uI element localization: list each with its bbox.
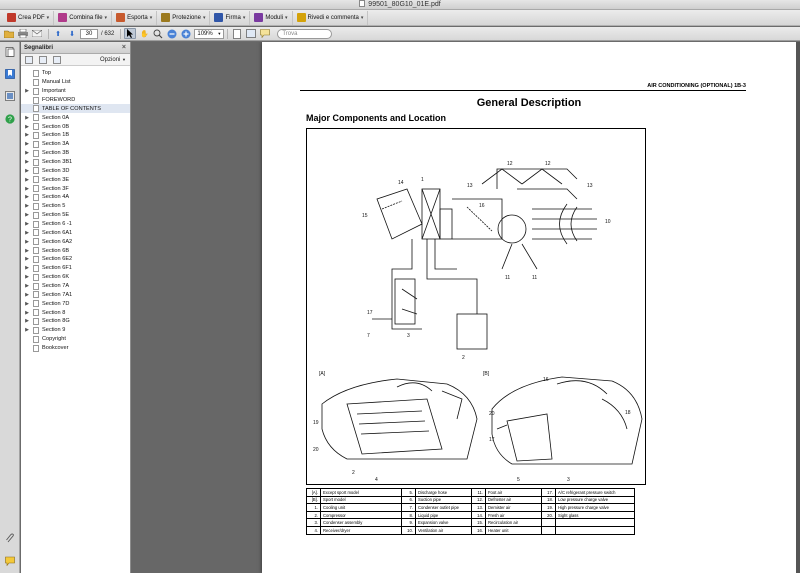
expand-bookmark-icon[interactable] (53, 56, 61, 64)
bookmarks-list (21, 66, 130, 353)
expand-triangle-icon[interactable]: ▶ (25, 167, 29, 174)
bookmark-page-icon (33, 88, 39, 95)
bookmark-page-icon (33, 345, 39, 352)
chevron-down-icon: ▾ (360, 14, 364, 21)
expand-triangle-icon[interactable]: ▶ (25, 150, 29, 157)
pdf-document-icon (359, 0, 365, 7)
diagram-callout: 13 (467, 183, 473, 189)
bookmark-item[interactable] (21, 96, 130, 105)
expand-triangle-icon[interactable]: ▶ (25, 318, 29, 325)
bookmark-label: Section 9 (42, 327, 66, 334)
comments-panel-icon[interactable] (5, 556, 15, 566)
diagram-callout: 19 (313, 420, 319, 426)
chevron-down-icon: ▼ (217, 30, 222, 36)
bookmark-page-icon (33, 141, 39, 148)
bookmark-item[interactable] (21, 184, 130, 193)
legend-number: 4. (307, 526, 321, 534)
bookmark-page-icon (33, 176, 39, 183)
bookmark-item[interactable] (21, 140, 130, 149)
page-number-input[interactable]: 30 (80, 29, 98, 39)
expand-triangle-icon[interactable]: ▶ (25, 212, 29, 219)
expand-triangle-icon[interactable]: ▶ (25, 238, 29, 245)
legend-row (307, 511, 635, 519)
legend-number: 6. (402, 496, 416, 504)
legend-row (307, 489, 635, 497)
diagram-callout: 1 (421, 177, 424, 183)
legend-description: Condenser assembly (321, 519, 402, 527)
find-search-placeholder: Trova (282, 30, 298, 37)
chevron-down-icon: ▼ (122, 56, 126, 62)
bookmark-page-icon (33, 167, 39, 174)
bookmarks-panel-header (21, 42, 130, 54)
toolbar-button-label: Moduli (265, 14, 284, 21)
chevron-down-icon: ▾ (46, 14, 50, 21)
bookmark-label: Section 8 (42, 309, 66, 316)
bookmark-item[interactable] (21, 228, 130, 237)
expand-triangle-icon[interactable]: ▶ (25, 274, 29, 281)
expand-triangle-icon[interactable]: ▶ (25, 256, 29, 263)
bookmark-page-icon (33, 238, 39, 245)
chevron-down-icon: ▾ (149, 14, 153, 21)
expand-triangle-icon[interactable]: ▶ (25, 327, 29, 334)
legend-number (542, 526, 556, 534)
pages-panel-icon[interactable] (5, 47, 15, 57)
window-title-bar (0, 0, 800, 10)
bookmark-item[interactable] (21, 317, 130, 326)
bookmark-item[interactable] (21, 78, 130, 87)
diagram-callout: 15 (362, 213, 368, 219)
new-bookmark-icon[interactable] (25, 56, 33, 64)
legend-description: Receiver/dryer (321, 526, 402, 534)
legend-number: 17. (542, 489, 556, 497)
legend-description: Sport model (321, 496, 402, 504)
expand-triangle-icon[interactable]: ▶ (25, 88, 29, 95)
diagram-callout: 3 (407, 333, 410, 339)
main-toolbar (0, 10, 800, 26)
expand-triangle-icon[interactable]: ▶ (25, 203, 29, 210)
legend-description: Sight glass (556, 511, 635, 519)
bookmark-label: Section 5 (42, 203, 66, 210)
bookmark-page-icon (33, 265, 39, 272)
legend-number: 12. (472, 496, 486, 504)
legend-number: 9. (402, 519, 416, 527)
diagram-callout: 2 (462, 355, 465, 361)
diagram-callout: 20 (489, 411, 495, 417)
chevron-down-icon: ▾ (202, 14, 206, 21)
bookmarks-options-label: Opzioni (100, 56, 121, 63)
expand-triangle-icon[interactable]: ▶ (25, 265, 29, 272)
pdf-page (262, 42, 796, 573)
components-diagram (306, 128, 646, 485)
bookmark-item[interactable] (21, 282, 130, 291)
diagram-callout: 14 (398, 180, 404, 186)
diagram-callout: 11 (505, 275, 511, 281)
diagram-callout: 2 (352, 470, 355, 476)
open-folder-icon[interactable] (3, 28, 15, 39)
legend-number: [A]. (307, 489, 321, 497)
zoom-in-icon[interactable] (180, 28, 192, 39)
expand-triangle-icon[interactable]: ▶ (25, 114, 29, 121)
toolbar-divider (48, 29, 49, 39)
bookmarks-panel-title: Segnalibri (24, 45, 54, 51)
bookmark-item[interactable] (21, 166, 130, 175)
bookmark-label: Section 7A (42, 283, 70, 290)
next-page-icon[interactable]: ⬇ (69, 30, 75, 38)
expand-triangle-icon[interactable]: ▶ (25, 194, 29, 201)
find-search-input[interactable] (277, 29, 332, 39)
legend-number: 15. (472, 519, 486, 527)
legend-description: Discharge hose (416, 489, 472, 497)
bookmark-page-icon (33, 247, 39, 254)
delete-bookmark-icon[interactable] (39, 56, 47, 64)
zoom-level-value: 109% (197, 30, 213, 37)
air-conditioning-diagram-drawing (307, 129, 646, 485)
zoom-level-select[interactable] (194, 29, 224, 39)
toolbar-divider (120, 29, 121, 39)
toolbar-button-label: Protezione (172, 14, 201, 21)
bookmark-item[interactable] (21, 308, 130, 317)
bookmark-item[interactable] (21, 290, 130, 299)
bookmark-page-icon (33, 212, 39, 219)
bookmark-label: Section 3D (42, 167, 70, 174)
bookmark-page-icon (33, 309, 39, 316)
bookmark-page-icon (33, 105, 39, 112)
bookmark-page-icon (33, 203, 39, 210)
legend-description (556, 519, 635, 527)
bookmark-item[interactable] (21, 158, 130, 167)
create-pdf-icon (7, 13, 16, 22)
legend-description: Expansion valve (416, 519, 472, 527)
total-pages-label: / 632 (101, 30, 115, 37)
bookmark-page-icon (33, 132, 39, 139)
bookmark-item[interactable] (21, 202, 130, 211)
diagram-callout: 17 (489, 437, 495, 443)
diagram-callout: 4 (375, 477, 378, 483)
legend-number: 1. (307, 504, 321, 512)
expand-triangle-icon[interactable]: ▶ (25, 141, 29, 148)
bookmark-label: Section 7D (42, 300, 70, 307)
bookmark-page-icon (33, 185, 39, 192)
expand-triangle-icon[interactable]: ▶ (25, 229, 29, 236)
legend-number: 13. (472, 504, 486, 512)
legend-number (542, 519, 556, 527)
bookmark-page-icon (33, 291, 39, 298)
legend-number: 20. (542, 511, 556, 519)
legend-description: Defroster air (486, 496, 542, 504)
bookmark-label: Copyright (42, 336, 66, 343)
bookmark-page-icon (33, 221, 39, 228)
bookmark-label: Section 3A (42, 141, 70, 148)
previous-page-icon[interactable]: ⬆ (55, 30, 61, 38)
toolbar-button-label: Crea PDF (18, 14, 45, 21)
bookmark-label: Section 6 -1 (42, 221, 72, 228)
toolbar-button-lock[interactable] (157, 11, 210, 25)
diagram-callout: 3 (567, 477, 570, 483)
bookmarks-options-menu[interactable] (100, 57, 126, 63)
bookmark-item[interactable] (21, 211, 130, 220)
legend-description: Except sport model (321, 489, 402, 497)
fit-page-icon[interactable] (231, 28, 243, 39)
bookmark-item[interactable] (21, 131, 130, 140)
combine-files-icon (58, 13, 67, 22)
toolbar-button-label: Rivedi e commenta (307, 14, 359, 21)
bookmark-item[interactable] (21, 344, 130, 353)
bookmark-item[interactable] (21, 175, 130, 184)
diagram-callout: 16 (543, 377, 549, 383)
bookmark-label: Section 3F (42, 185, 69, 192)
bookmark-label: Bookcover (42, 345, 69, 352)
bookmark-label: Section 6A1 (42, 229, 73, 236)
diagram-callout: 12 (545, 161, 551, 167)
bookmark-item[interactable] (21, 220, 130, 229)
hand-tool-icon[interactable]: ✋ (140, 30, 149, 38)
bookmark-label: Top (42, 70, 52, 77)
navigation-toolbar (0, 27, 800, 41)
chevron-down-icon: ▾ (242, 14, 246, 21)
vertical-scrollbar[interactable] (796, 42, 800, 573)
export-icon (116, 13, 125, 22)
toolbar-button-combine-files[interactable] (54, 11, 112, 25)
expand-triangle-icon[interactable]: ▶ (25, 283, 29, 290)
toolbar-button-sign-pen[interactable] (210, 11, 250, 25)
print-icon[interactable] (17, 28, 29, 39)
bookmark-page-icon (33, 229, 39, 236)
bookmark-item[interactable] (21, 326, 130, 335)
marquee-zoom-icon[interactable] (152, 28, 164, 39)
legend-description: Cooling unit (321, 504, 402, 512)
page-running-header: AIR CONDITIONING (OPTIONAL) 1B-3 (300, 83, 746, 91)
bookmark-page-icon (33, 114, 39, 121)
toolbar-button-forms[interactable] (250, 11, 292, 25)
section-title: Major Components and Location (306, 113, 447, 123)
chevron-down-icon: ▾ (285, 14, 288, 21)
svg-text:?: ? (8, 116, 12, 124)
document-view[interactable] (131, 42, 800, 573)
bookmark-label: FOREWORD (42, 97, 76, 103)
bookmark-item[interactable] (21, 113, 130, 122)
diagram-callout: 20 (313, 447, 319, 453)
diagram-callout: 11 (532, 275, 538, 281)
bookmark-item[interactable] (21, 246, 130, 255)
bookmark-label: Section 6F1 (42, 265, 72, 272)
bookmark-label: Section 6A2 (42, 238, 73, 245)
bookmark-label: Section 0B (42, 123, 70, 130)
legend-number: 8. (402, 511, 416, 519)
legend-description (556, 526, 635, 534)
bookmarks-panel (21, 42, 131, 573)
legend-number: [B]. (307, 496, 321, 504)
legend-row (307, 519, 635, 527)
attachments-panel-icon[interactable] (5, 91, 15, 101)
legend-description: Liquid pipe (416, 511, 472, 519)
bookmark-label: Section 0A (42, 114, 70, 121)
bookmark-page-icon (33, 79, 39, 86)
bookmark-page-icon (33, 300, 39, 307)
toolbar-button-review-comment[interactable] (293, 11, 369, 25)
bookmark-label: Section 4A (42, 194, 70, 201)
legend-description: Low pressure charge valve (556, 496, 635, 504)
bookmark-item[interactable] (21, 149, 130, 158)
sign-pen-icon (214, 13, 223, 22)
legend-number: 14. (472, 511, 486, 519)
bookmark-label: Section 1B (42, 132, 70, 139)
legend-number: 18. (542, 496, 556, 504)
chevron-down-icon: ▾ (104, 14, 108, 21)
review-comment-icon (297, 13, 306, 22)
paperclip-icon[interactable] (5, 533, 15, 543)
expand-triangle-icon[interactable]: ▶ (25, 247, 29, 254)
bookmark-item[interactable] (21, 122, 130, 131)
diagram-view-label: [B] (483, 371, 490, 377)
bookmark-item[interactable] (21, 69, 130, 78)
expand-triangle-icon[interactable]: ▶ (25, 300, 29, 307)
bookmark-item[interactable] (21, 273, 130, 282)
close-icon[interactable]: × (121, 44, 126, 51)
legend-description: Foot air (486, 489, 542, 497)
legend-description: Demister air (486, 504, 542, 512)
diagram-callout: 7 (367, 333, 370, 339)
expand-triangle-icon[interactable]: ▶ (25, 132, 29, 139)
legend-number: 19. (542, 504, 556, 512)
toolbar-button-label: Combina file (69, 14, 103, 21)
lock-icon (161, 13, 170, 22)
bookmark-page-icon (33, 274, 39, 281)
toolbar-button-label: Esporta (127, 14, 148, 21)
legend-number: 2. (307, 511, 321, 519)
legend-number: 10. (402, 526, 416, 534)
diagram-callout: 10 (605, 219, 611, 225)
legend-description: Condenser outlet pipe (416, 504, 472, 512)
bookmark-label: Important (42, 88, 66, 95)
legend-number: 16. (472, 526, 486, 534)
legend-number: 5. (402, 489, 416, 497)
legend-description: Recirculation air (486, 519, 542, 527)
bookmark-page-icon (33, 97, 39, 104)
bookmarks-panel-icon[interactable] (5, 69, 15, 79)
legend-number: 7. (402, 504, 416, 512)
bookmark-label: Section 5E (42, 212, 70, 219)
toolbar-divider (227, 29, 228, 39)
legend-row (307, 504, 635, 512)
bookmark-label: Section 3E (42, 176, 70, 183)
full-screen-icon[interactable] (245, 28, 257, 39)
diagram-callout: 18 (625, 410, 631, 416)
components-legend-table (306, 488, 635, 535)
legend-number: 11. (472, 489, 486, 497)
expand-triangle-icon[interactable]: ▶ (25, 176, 29, 183)
legend-description: A/C refrigerant pressure switch (556, 489, 635, 497)
bookmark-label: Section 6K (42, 274, 70, 281)
select-tool-icon[interactable] (124, 28, 136, 39)
diagram-callout: 5 (517, 477, 520, 483)
bookmark-page-icon (33, 327, 39, 334)
forms-icon (254, 13, 263, 22)
bookmark-page-icon (33, 283, 39, 290)
zoom-out-icon[interactable] (166, 28, 178, 39)
bookmark-label: Section 3B1 (42, 159, 73, 166)
bookmark-item[interactable] (21, 104, 130, 113)
legend-description: Fresh air (486, 511, 542, 519)
bookmark-page-icon (33, 194, 39, 201)
bookmark-item[interactable] (21, 87, 130, 96)
expand-triangle-icon[interactable]: ▶ (25, 309, 29, 316)
bookmark-item[interactable] (21, 299, 130, 308)
diagram-callout: 16 (479, 203, 485, 209)
diagram-callout: 12 (507, 161, 513, 167)
bookmark-item[interactable] (21, 255, 130, 264)
bookmark-label: Section 6E2 (42, 256, 73, 263)
legend-row (307, 496, 635, 504)
comment-bubble-icon[interactable] (259, 28, 271, 39)
bookmark-label: Manual List (42, 79, 71, 86)
toolbar-button-create-pdf[interactable] (3, 11, 54, 25)
bookmark-page-icon (33, 159, 39, 166)
bookmark-label: Section 6B (42, 247, 70, 254)
bookmark-item[interactable] (21, 237, 130, 246)
legend-description: Heater unit (486, 526, 542, 534)
legend-row (307, 526, 635, 534)
expand-triangle-icon[interactable]: ▶ (25, 185, 29, 192)
diagram-callout: 17 (367, 310, 373, 316)
bookmarks-toolbar (21, 54, 130, 66)
navigation-pane-rail (0, 42, 20, 573)
expand-triangle-icon[interactable]: ▶ (25, 291, 29, 298)
expand-triangle-icon[interactable]: ▶ (25, 123, 29, 130)
diagram-view-label: [A] (319, 371, 326, 377)
expand-triangle-icon[interactable]: ▶ (25, 159, 29, 166)
toolbar-button-label: Firma (225, 14, 241, 21)
bookmark-page-icon (33, 150, 39, 157)
legend-description: High pressure charge valve (556, 504, 635, 512)
toolbar-button-export[interactable] (112, 11, 157, 25)
bookmark-label: TABLE OF CONTENTS (42, 105, 101, 112)
diagram-callout: 13 (587, 183, 593, 189)
bookmark-page-icon (33, 70, 39, 77)
bookmark-label: Section 7A1 (42, 291, 73, 298)
bookmark-item[interactable] (21, 264, 130, 273)
bookmark-page-icon (33, 336, 39, 343)
help-icon[interactable] (5, 114, 15, 124)
bookmark-label: Section 3B (42, 150, 70, 157)
bookmark-page-icon (33, 256, 39, 263)
bookmark-page-icon (33, 318, 39, 325)
bookmark-label: Section 8G (42, 318, 70, 325)
bookmark-item[interactable] (21, 193, 130, 202)
bookmark-item[interactable] (21, 335, 130, 344)
email-icon[interactable] (31, 28, 43, 39)
legend-description: Compressor (321, 511, 402, 519)
legend-number: 3. (307, 519, 321, 527)
window-title: 99501_80G10_01E.pdf (0, 0, 800, 10)
bookmark-page-icon (33, 123, 39, 130)
legend-description: Ventilation air (416, 526, 472, 534)
expand-triangle-icon[interactable]: ▶ (25, 221, 29, 228)
page-title: General Description (476, 97, 582, 109)
legend-description: Suction pipe (416, 496, 472, 504)
